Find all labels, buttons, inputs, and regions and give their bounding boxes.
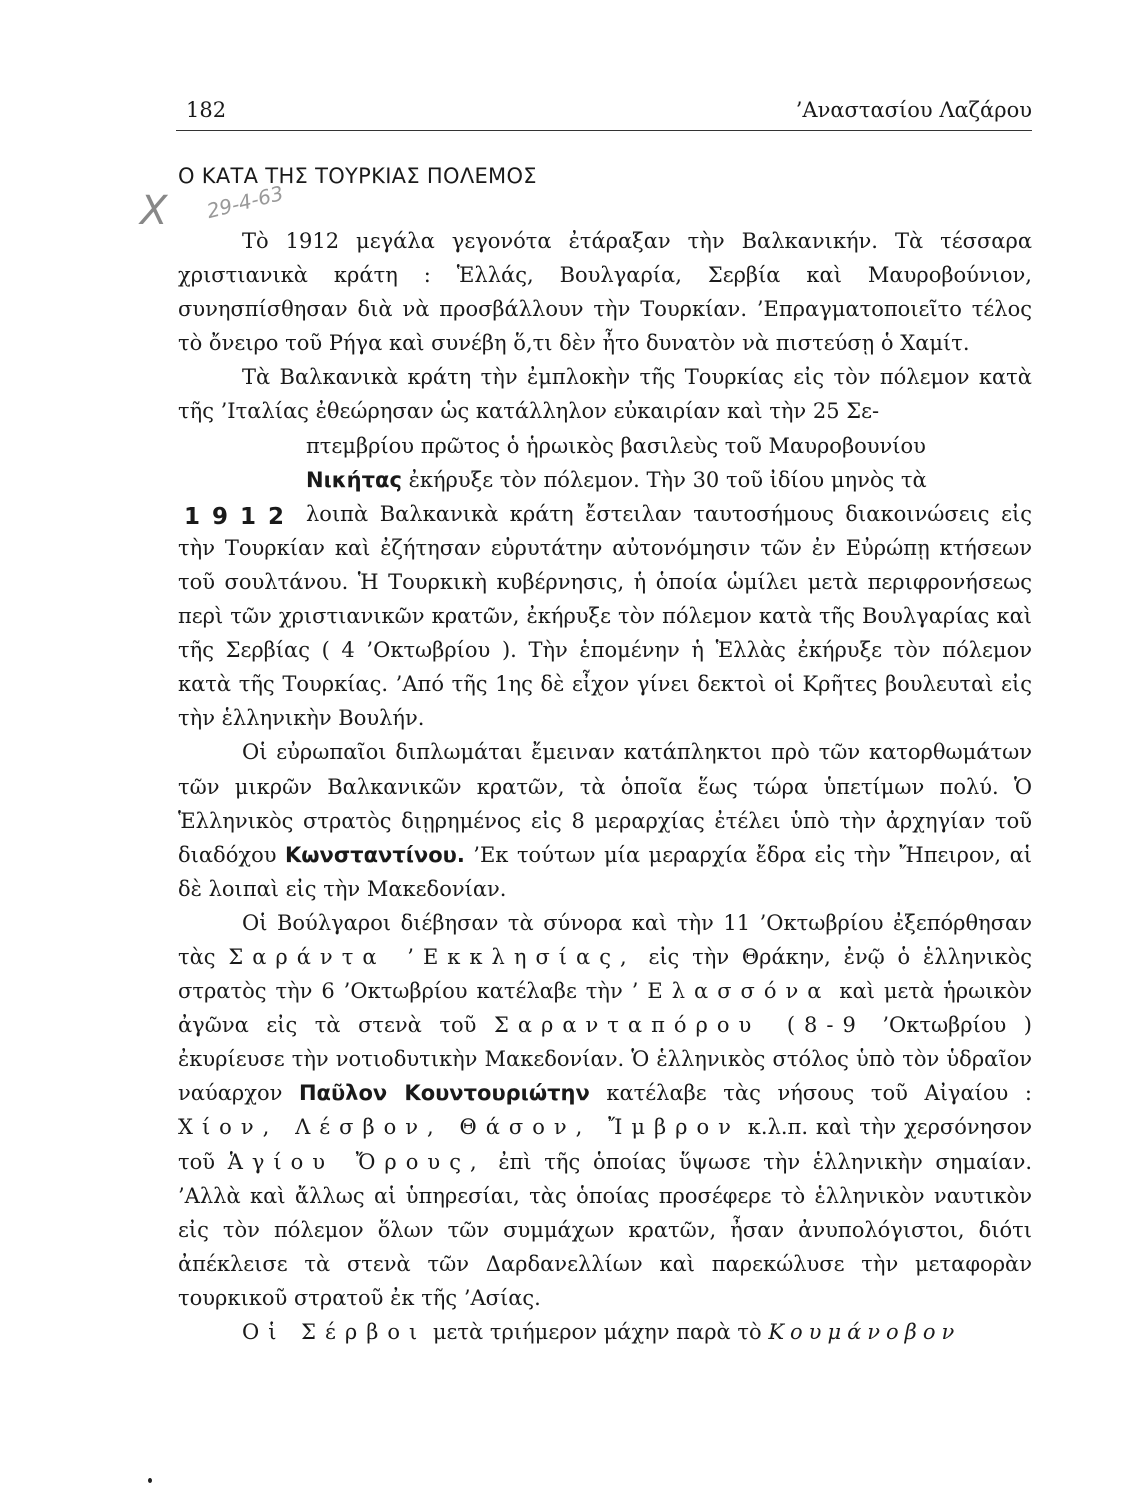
- running-head: ’Αναστασίου Λαζάρου: [795, 98, 1032, 122]
- italic-place-kumanovo: Κουμάνοβον: [768, 1320, 961, 1344]
- handwritten-x-mark: X: [140, 188, 168, 234]
- paragraph-2: Τὰ Βαλκανικὰ κράτη τὴν ἐμπλοκὴν τῆς Τουρκίας εἰς τὸν πόλεμον κατὰ τῆς ’Ιταλίας ἐθεώρησαν ὡς κατάλληλον εὐκαιρίαν καὶ τὴν 25 Σε- πτεμβρίου πρῶτος ὁ ἡρωικὸς βασιλεὺς τοῦ Μαυροβουνίου Νικήτας ἐκήρυξε τὸν πόλεμον. Τὴν 30 τοῦ ἰδίου μηνὸς τὰ λοιπὰ Βαλκανικὰ κράτη ἔστειλαν ταυτοσήμους διακοινώσεις εἰς τὴν Τουρκίαν καὶ ἐζήτησαν εὐρυτάτην αὐτονόμησιν τῶν ἐν Εὐρώπῃ κτήσεων τοῦ σουλτάνου. Ἡ Τουρκικὴ κυβέρνησις, ἡ ὁποία ὡμίλει μετὰ περιφρονήσεως περὶ τῶν χριστιανικῶν κρατῶν, ἐκήρυξε τὸν πόλεμον κατὰ τῆς Βουλγαρίας καὶ τῆς Σερβίας ( 4 ’Οκτωβρίου ). Τὴν ἑπομένην ἡ Ἑλλὰς ἐκήρυξε τὸν πόλεμον κατὰ τῆς Τουρκίας. ’Από τῆς 1ης δὲ εἶχον γίνει δεκτοὶ οἱ Κρῆτες βουλευταὶ εἰς τὴν ἑλληνικὴν Βουλήν.: [178, 365, 1032, 731]
- handwritten-date: 29-4-63: [204, 180, 286, 224]
- bold-name-kountouriotis: Παῦλον Κουντουριώτην: [298, 1081, 590, 1106]
- chapter-title: Ο ΚΑΤΑ ΤΗΣ ΤΟΥΡΚΙΑΣ ΠΟΛΕΜΟΣ: [178, 164, 537, 188]
- page-header: [176, 96, 1032, 131]
- paragraph-4: Οἱ Βούλγαροι διέβησαν τὰ σύνορα καὶ τὴν 11 ’Οκτωβρίου ἐξεπόρθησαν τὰς Σαράντα ’Εκκλησίας, εἰς τὴν Θράκην, ἐνῷ ὁ ἑλληνικὸς στρατὸς τὴν 6 ’Οκτωβρίου κατέλαβε τὴν ’Ελασσόνα καὶ μετὰ ἡρωικὸν ἀγῶνα εἰς τὰ στενὰ τοῦ Σαρανταπόρου (8-9 ’Οκτωβρίου ) ἐκυρίευσε τὴν νοτιοδυτικὴν Μακεδονίαν. Ὁ ἑλληνικὸς στόλος ὑπὸ τὸν ὑδραῖον ναύαρχον Παῦλον Κουντουριώτην κατέλαβε τὰς νήσους τοῦ Αἰγαίου : Χίον, Λέσβον, Θάσον, Ἴμβρον κ.λ.π. καὶ τὴν χερσόνησον τοῦ Ἁγίου Ὄρους, ἐπὶ τῆς ὁποίας ὕψωσε τὴν ἑλληνικὴν σημαίαν. ’Αλλὰ καὶ ἄλλως αἱ ὑπηρεσίαι, τὰς ὁποίας προσέφερε τὸ ἑλληνικὸν ναυτικὸν εἰς τὸν πόλεμον ὅλων τῶν συμμάχων κρατῶν, ἦσαν ἀνυπολόγιστοι, διότι ἀπέκλεισε τὰ στενὰ τῶν Δαρδανελλίων καὶ παρεκώλυσε τὴν μεταφορὰν τουρκικοῦ στρατοῦ ἐκ τῆς ’Ασίας.: [178, 910, 1033, 1310]
- page-number: 182: [186, 98, 227, 122]
- paragraph-3: Οἱ εὐρωπαῖοι διπλωμάται ἔμειναν κατάπληκτοι πρὸ τῶν κατορθωμάτων τῶν μικρῶν Βαλκανικῶν κρατῶν, τὰ ὁποῖα ἕως τώρα ὑπετίμων πολύ. Ὁ Ἑλληνικὸς στρατὸς διῃρημένος εἰς 8 μεραρχίας ἐτέλει ὑπὸ τὴν ἀρχηγίαν τοῦ διαδόχου Κωνσταντίνου. ’Εκ τούτων μία μεραρχία ἔδρα εἰς τὴν Ἤπειρον, αἱ δὲ λοιπαὶ εἰς τὴν Μακεδονίαν.: [178, 740, 1033, 901]
- paragraph-5: Οἱ Σέρβοι μετὰ τριήμερον μάχην παρὰ τὸ Κουμάνοβον: [242, 1320, 961, 1344]
- bold-name-konstantinos: Κωνσταντίνου.: [285, 842, 465, 867]
- ink-speck: [148, 1478, 152, 1483]
- paragraph-1: Τὸ 1912 μεγάλα γεγονότα ἐτάραξαν τὴν Βαλκανικήν. Τὰ τέσσαρα χριστιανικὰ κράτη : Ἑλλάς, Βουλγαρία, Σερβία καὶ Μαυροβούνιον, συνησπίσθησαν διὰ νὰ προσβάλλουν τὴν Τουρκίαν. ’Επραγματοποιεῖτο τέλος τὸ ὄνειρο τοῦ Ρήγα καὶ συνέβη ὅ,τι δὲν ἦτο δυνατὸν νὰ πιστεύσῃ ὁ Χαμίτ.: [178, 229, 1032, 356]
- margin-year: 1912: [184, 504, 297, 530]
- bold-name-nikitas: Νικήτας: [306, 467, 402, 492]
- body-text: [178, 224, 1032, 1349]
